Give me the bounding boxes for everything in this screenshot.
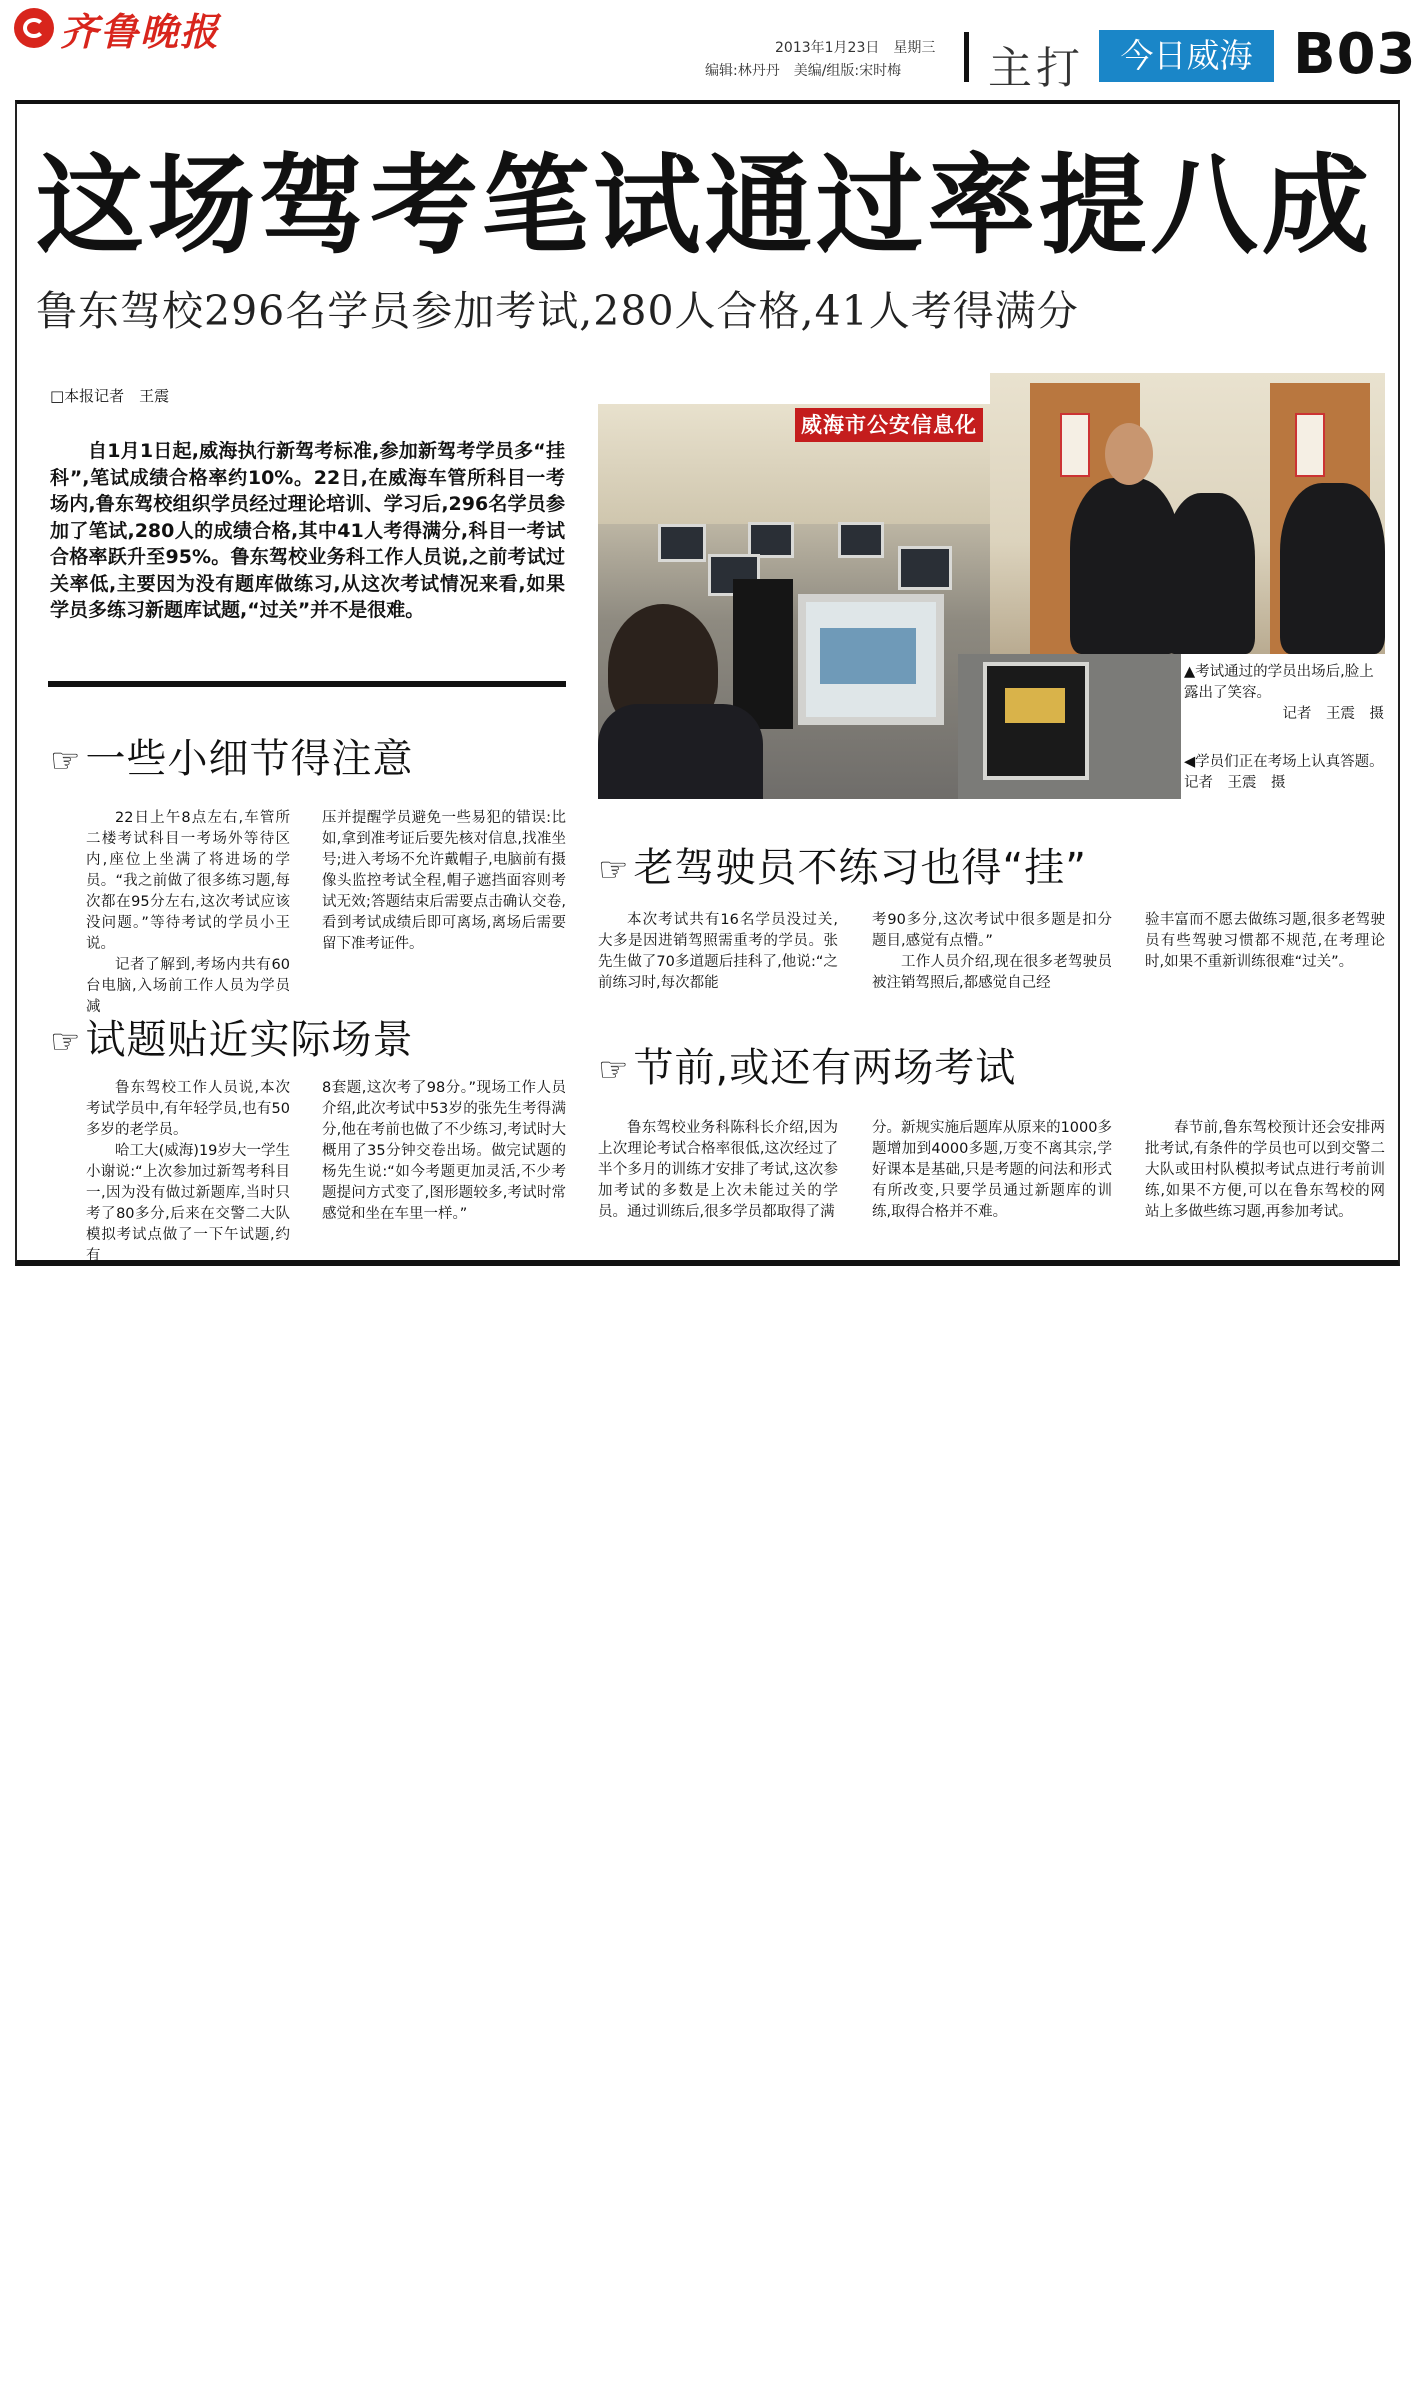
article-column (598, 1118, 838, 1223)
page-number: B03 (1293, 22, 1417, 87)
section-heading-text: 节前,或还有两场考试 (633, 1045, 1017, 1091)
smiling-student (1070, 478, 1180, 654)
paragraph: 8套题,这次考了98分。”现场工作人员介绍,此次考试中53岁的张先生考得满分,他在考前也做了不少练习,考试时大概用了35分钟交卷出场。做完试题的杨先生说:“如今考题更加灵活,不少考题提问方式变了,图形题较多,考试时常感觉和坐在车里一样。” (322, 1080, 566, 1222)
monitor-shape (898, 546, 952, 590)
byline: □本报记者 王震 (50, 387, 170, 405)
paragraph: 鲁东驾校业务科陈科长介绍,因为上次理论考试合格率很低,这次经过了半个多月的训练才安排了考试,这次参加考试的多数是上次未能过关的学员。通过训练后,很多学员都取得了满 (598, 1120, 838, 1220)
newspaper-logo (14, 6, 221, 54)
monitor-screen (798, 594, 944, 725)
monitor-shape (838, 522, 884, 558)
headline: 这场驾考笔试通过率提八成 (36, 144, 1374, 269)
paragraph: 哈工大(威海)19岁大一学生小谢说:“上次参加过新驾考科目一,因为没有做过新题库,当时只考了80多分,后来在交警二大队模拟考试点做了一下午试题,约有 (86, 1143, 290, 1264)
article-column (322, 808, 566, 955)
caption-text: ▲考试通过的学员出场后,脸上露出了笑容。 (1184, 664, 1374, 701)
paragraph: 22日上午8点左右,车管所二楼考试科目一考场外等待区内,座位上坐满了将进场的学员。“我之前做了很多练习题,每次都在95分左右,这次考试应该没问题。”等待考试的学员小王说。 (86, 810, 290, 952)
student-face (1105, 423, 1153, 485)
subheadline: 鲁东驾校296名学员参加考试,280人合格,41人考得满分 (36, 287, 1079, 335)
person (1165, 493, 1255, 654)
section-heading (598, 1036, 1016, 1093)
person (1280, 483, 1385, 654)
paragraph: 考90多分,这次考试中很多题是扣分题目,感觉有点懵。” (872, 912, 1112, 949)
pointing-hand-icon: ☞ (598, 850, 630, 890)
paragraph: 春节前,鲁东驾校预计还会安排两批考试,有条件的学员也可以到交警二大队或田村队模拟考试点进行考前训练,如果不方便,可以在鲁东驾校的网站上多做些练习题,再参加考试。 (1145, 1120, 1385, 1220)
paragraph: 验丰富而不愿去做练习题,很多老驾驶员有些驾驶习惯都不规范,在考理论时,如果不重新训练很难“过关”。 (1145, 912, 1385, 970)
exam-monitor-photo (958, 654, 1181, 799)
article-column (598, 910, 838, 994)
article-column (86, 808, 290, 1018)
monitor-shape (748, 522, 794, 558)
paragraph: 记者了解到,考场内共有60台电脑,入场前工作人员为学员减 (86, 957, 290, 1015)
article-column (872, 910, 1112, 994)
photo-credit: 记者 王震 摄 (1282, 706, 1384, 722)
paragraph: 分。新规实施后题库从原来的1000多题增加到4000多题,万变不离其宗,学好课本是基础,只是考题的问法和形式有所改变,只要学员通过新题库的训练,取得合格并不难。 (872, 1120, 1112, 1220)
section-heading (50, 1008, 413, 1065)
monitor-screen (1005, 688, 1065, 723)
logo-emblem-icon (14, 8, 54, 48)
section-heading (598, 836, 1087, 893)
photo-caption (1184, 662, 1384, 725)
pointing-hand-icon: ☞ (50, 741, 82, 781)
section-heading-text: 试题贴近实际场景 (85, 1017, 414, 1063)
issue-date: 2013年1月23日 星期三 (775, 40, 936, 56)
paragraph: 本次考试共有16名学员没过关,大多是因进销驾照需重考的学员。张先生做了70多道题后挂科了,他说:“之前练习时,每次都能 (598, 912, 838, 991)
monitor-shape (658, 524, 706, 562)
pointing-hand-icon: ☞ (50, 1022, 82, 1062)
paragraph: 鲁东驾校工作人员说,本次考试学员中,有年轻学员,也有50多岁的老学员。 (86, 1080, 290, 1138)
section-heading-text: 老驾驶员不练习也得“挂” (633, 845, 1087, 891)
section-divider (48, 681, 566, 687)
editors-credit: 编辑:林丹丹 美编/组版:宋时梅 (705, 63, 902, 79)
pc-tower (733, 579, 793, 729)
door-sign (1295, 413, 1325, 477)
pointing-hand-icon: ☞ (598, 1050, 630, 1090)
door-sign (1060, 413, 1090, 477)
lead-paragraph: 自1月1日起,威海执行新驾考标准,参加新驾考学员多“挂科”,笔试成绩合格率约10%。22日,在威海车管所科目一考场内,鲁东驾校组织学员经过理论培训、学习后,296名学员参加了笔试,280人的成绩合格,其中41人考得满分,科目一考试合格率跃升至95%。鲁东驾校业务科工作人员说,之前考试过关率低,主要因为没有题库做练习,从这次考试情况来看,如果学员多练习新题库试题,“过关”并不是很难。 (50, 440, 565, 621)
photo-banner: 威海市公安信息化 (795, 408, 983, 442)
masthead-divider (964, 32, 969, 82)
paper-name: 齐鲁晚报 (60, 8, 221, 54)
section-heading (50, 727, 413, 784)
section-badge: 今日威海 (1099, 30, 1274, 82)
article-column (1145, 910, 1385, 973)
photo-caption: ◀学员们正在考场上认真答题。 记者 王震 摄 (1184, 754, 1391, 791)
student-body (598, 704, 763, 799)
exam-room-photo (598, 404, 990, 799)
paragraph: 工作人员介绍,现在很多老驾驶员被注销驾照后,都感觉自己经 (872, 954, 1112, 991)
students-exiting-photo (990, 373, 1385, 654)
section-label: 主打 (988, 43, 1084, 94)
article-column (322, 1078, 566, 1225)
article-column (1145, 1118, 1385, 1223)
section-heading-text: 一些小细节得注意 (85, 736, 414, 782)
paragraph: 压并提醒学员避免一些易犯的错误:比如,拿到准考证后要先核对信息,找准坐号;进入考场不允许戴帽子,电脑前有摄像头监控考试全程,帽子遮挡面容则考试无效;答题结束后需要点击确认交卷,看到考试成绩后即可离场,离场后需要留下准考证件。 (322, 810, 566, 952)
monitor-shape (983, 662, 1089, 780)
masthead (0, 0, 1417, 100)
article-column (872, 1118, 1112, 1223)
article-column (86, 1078, 290, 1267)
